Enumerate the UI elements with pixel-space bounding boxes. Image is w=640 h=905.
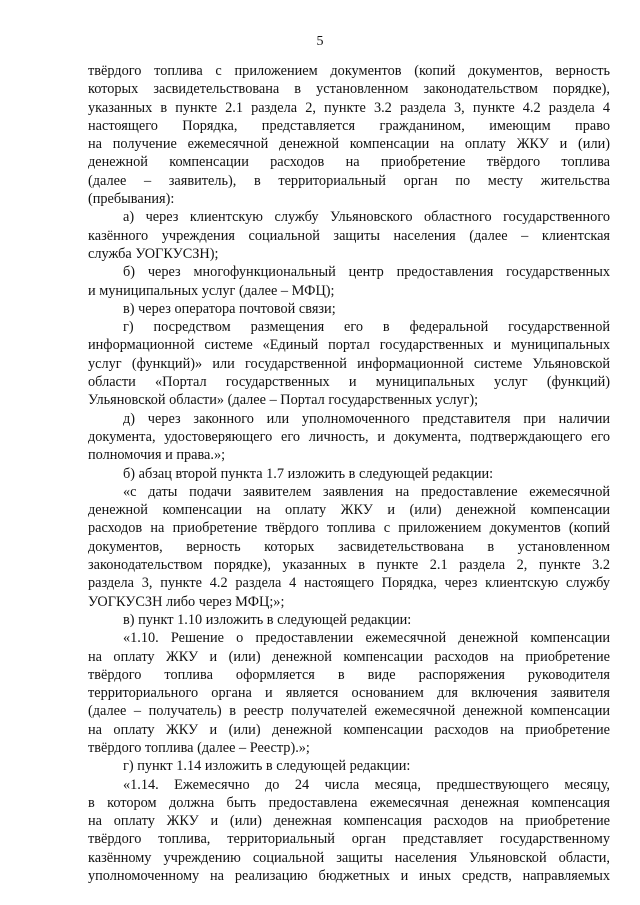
text-line: законодательством порядке), указанных в пункте 2.1 раздела 2, пункте 3.2 <box>88 557 610 574</box>
text-line: территориального органа и является основанием для включения заявителя <box>88 685 610 702</box>
text-line: твёрдого топлива, территориальный орган представляет государственному <box>88 831 610 848</box>
text-line: указанных в пункте 2.1 раздела 2, пункте 3.2 раздела 3, пункте 4.2 раздела 4 <box>88 99 610 116</box>
page-number: 5 <box>316 34 324 49</box>
text-line: б) абзац второй пункта 1.7 изложить в следующей редакции: <box>123 465 494 482</box>
text-line: денежной компенсации на оплату ЖКУ и (или) денежной компенсации <box>88 502 610 519</box>
text-line: и муниципальных услуг (далее – МФЦ); <box>88 282 335 299</box>
text-line: а) через клиентскую службу Ульяновского областного государственного <box>123 209 610 226</box>
text-line: УОГКУСЗН либо через МФЦ;»; <box>88 593 285 610</box>
text-line: «1.14. Ежемесячно до 24 числа месяца, предшествующего месяцу, <box>123 776 610 793</box>
text-line: твёрдого топлива с приложением документов (копий документов, верность <box>88 63 610 79</box>
text-line: информационной системе «Единый портал государственных и муниципальных <box>88 337 610 354</box>
text-line: твёрдого топлива оформляется в виде распоряжения руководителя <box>88 666 610 683</box>
text-line: б) через многофункциональный центр предоставления государственных <box>123 264 610 281</box>
text-line: (далее – заявитель), в территориальный орган по месту жительства <box>88 172 610 189</box>
text-line: Ульяновской области» (далее – Портал государственных услуг); <box>88 392 479 409</box>
text-line: (далее – получатель) в реестр получателей ежемесячной денежной компенсации <box>88 703 610 720</box>
text-line: раздела 3, пункте 4.2 раздела 4 настоящего Порядка, через клиентскую службу <box>88 575 610 592</box>
text-line: д) через законного или уполномоченного представителя при наличии <box>123 410 610 427</box>
text-line: уполномоченному на реализацию бюджетных и иных средств, направляемых <box>88 868 610 885</box>
text-line: на оплату ЖКУ и (или) денежной компенсации расходов на приобретение <box>88 721 610 738</box>
document-body <box>88 62 610 885</box>
text-line: (пребывания): <box>88 191 175 208</box>
text-line: твёрдого топлива (далее – Реестр).»; <box>88 739 310 756</box>
text-line: г) пункт 1.14 изложить в следующей редакции: <box>123 758 411 775</box>
text-line: в котором должна быть предоставлена ежемесячная денежная компенсация <box>88 794 610 811</box>
text-line: в) через оператора почтовой связи; <box>123 300 336 317</box>
text-line: на оплату ЖКУ и (или) денежной компенсации расходов на приобретение <box>88 648 610 665</box>
text-line: в) пункт 1.10 изложить в следующей редакции: <box>123 611 412 628</box>
text-line: г) посредством размещения его в федеральной государственной <box>123 319 610 336</box>
text-line: «1.10. Решение о предоставлении ежемесячной денежной компенсации <box>123 630 610 647</box>
text-line: настоящего Порядка, представляется гражданином, имеющим право <box>88 117 610 134</box>
text-line: расходов на приобретение твёрдого топлива с приложением документов (копий <box>88 520 610 537</box>
text-line: которых засвидетельствована в установленном законодательством порядке), <box>88 81 610 98</box>
text-line: полномочия и права.»; <box>88 447 226 464</box>
text-line: служба УОГКУСЗН); <box>88 245 219 262</box>
text-line: на оплату ЖКУ и (или) денежная компенсация расходов на приобретение <box>88 813 610 830</box>
text-line: области «Портал государственных и муниципальных услуг (функций) <box>88 374 610 391</box>
text-line: денежной компенсации расходов на приобретение твёрдого топлива <box>88 154 610 171</box>
text-line: документа, удостоверяющего его личность, и документа, подтверждающего его <box>88 428 610 445</box>
text-line: казённого учреждения социальной защиты населения (далее – клиентская <box>88 227 610 244</box>
text-line: «с даты подачи заявителем заявления на предоставление ежемесячной <box>123 483 610 500</box>
text-line: документов, верность которых засвидетельствована в установленном <box>88 538 610 555</box>
text-line: казённому учреждению социальной защиты населения Ульяновской области, <box>88 849 610 866</box>
text-line: услуг (функций)» или государственной информационной системе Ульяновской <box>88 355 610 372</box>
text-line: на получение ежемесячной денежной компенсации на оплату ЖКУ и (или) <box>88 136 610 153</box>
